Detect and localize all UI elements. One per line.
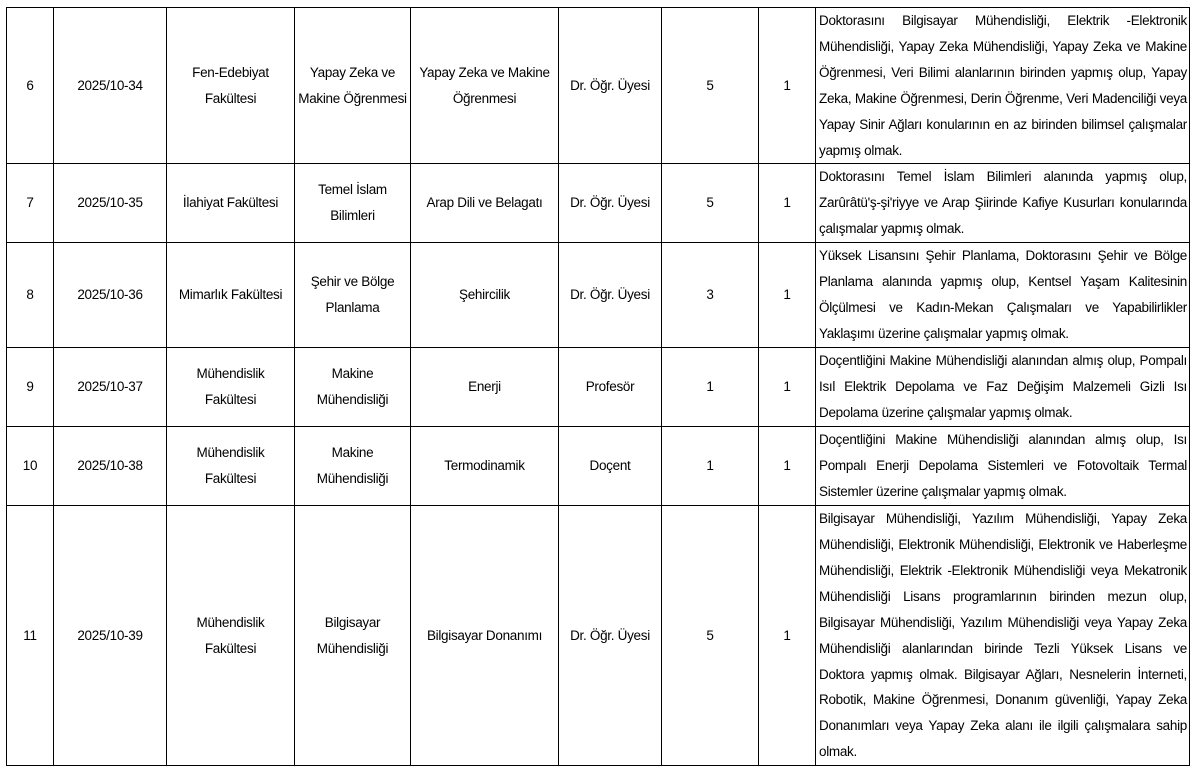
faculty-cell: Mimarlık Fakültesi bbox=[167, 243, 295, 348]
count-cell: 1 bbox=[759, 506, 816, 766]
table-row bbox=[7, 427, 1190, 506]
title-cell: Dr. Öğr. Üyesi bbox=[559, 243, 662, 348]
department-cell: Makine Mühendisliği bbox=[295, 427, 411, 506]
title-cell: Dr. Öğr. Üyesi bbox=[559, 164, 662, 243]
title-cell: Dr. Öğr. Üyesi bbox=[559, 8, 662, 164]
requirements-cell: Doçentliğini Makine Mühendisliği alanından almış olup, Isı Pompalı Enerji Depolama Sistemleri ve Fotovoltaik Termal Sistemler üzerine çalışmalar yapmış olmak. bbox=[816, 427, 1190, 506]
count-cell: 1 bbox=[759, 348, 816, 427]
faculty-cell: İlahiyat Fakültesi bbox=[167, 164, 295, 243]
ilan-number: 2025/10-36 bbox=[54, 243, 167, 348]
faculty-cell: Mühendislik Fakültesi bbox=[167, 506, 295, 766]
title-cell: Profesör bbox=[559, 348, 662, 427]
department-cell: Temel İslam Bilimleri bbox=[295, 164, 411, 243]
field-cell: Enerji bbox=[411, 348, 559, 427]
ilan-number: 2025/10-34 bbox=[54, 8, 167, 164]
field-cell: Bilgisayar Donanımı bbox=[411, 506, 559, 766]
faculty-cell: Mühendislik Fakültesi bbox=[167, 348, 295, 427]
count-cell: 1 bbox=[759, 8, 816, 164]
count-cell: 1 bbox=[759, 164, 816, 243]
row-number: 10 bbox=[7, 427, 54, 506]
degree-cell: 1 bbox=[662, 348, 759, 427]
requirements-cell: Doktorasını Temel İslam Bilimleri alanında yapmış olup, Zarûrâtü'ş-şi'riyye ve Arap Şiirinde Kafiye Kusurları konularında çalışmalar yapmış olmak. bbox=[816, 164, 1190, 243]
row-number: 8 bbox=[7, 243, 54, 348]
faculty-cell: Fen-Edebiyat Fakültesi bbox=[167, 8, 295, 164]
degree-cell: 5 bbox=[662, 506, 759, 766]
field-cell: Arap Dili ve Belagatı bbox=[411, 164, 559, 243]
department-cell: Bilgisayar Mühendisliği bbox=[295, 506, 411, 766]
degree-cell: 5 bbox=[662, 8, 759, 164]
table-row bbox=[7, 506, 1190, 766]
ilan-number: 2025/10-39 bbox=[54, 506, 167, 766]
table-row bbox=[7, 243, 1190, 348]
requirements-cell: Bilgisayar Mühendisliği, Yazılım Mühendisliği, Yapay Zeka Mühendisliği, Elektronik Mühendisliği, Elektronik ve Haberleşme Mühendisliği, Elektrik -Elektronik Mühendisliği veya Mekatronik Mühendisliği Lisans programlarının birinden mezun olup, Bilgisayar Mühendisliği, Yazılım Mühendisliği veya Yapay Zeka Mühendisliği alanlarından birinde Tezli Yüksek Lisans ve Doktora yapmış olmak. Bilgisayar Ağları, Nesnelerin İnterneti, Robotik, Makine Öğrenmesi, Donanım güvenliği, Yapay Zeka Donanımları veya Yapay Zeka alanı ile ilgili çalışmalara sahip olmak. bbox=[816, 506, 1190, 766]
field-cell: Şehircilik bbox=[411, 243, 559, 348]
field-cell: Yapay Zeka ve Makine Öğrenmesi bbox=[411, 8, 559, 164]
department-cell: Şehir ve Bölge Planlama bbox=[295, 243, 411, 348]
row-number: 11 bbox=[7, 506, 54, 766]
degree-cell: 5 bbox=[662, 164, 759, 243]
ilan-number: 2025/10-37 bbox=[54, 348, 167, 427]
table-row bbox=[7, 164, 1190, 243]
title-cell: Doçent bbox=[559, 427, 662, 506]
row-number: 9 bbox=[7, 348, 54, 427]
requirements-cell: Yüksek Lisansını Şehir Planlama, Doktorasını Şehir ve Bölge Planlama alanında yapmış olup, Kentsel Yaşam Kalitesinin Ölçülmesi ve Kadın-Mekan Çalışmaları ve Yapabilirlikler Yaklaşımı üzerine çalışmalar yapmış olmak. bbox=[816, 243, 1190, 348]
title-cell: Dr. Öğr. Üyesi bbox=[559, 506, 662, 766]
row-number: 6 bbox=[7, 8, 54, 164]
requirements-cell: Doçentliğini Makine Mühendisliği alanından almış olup, Pompalı Isıl Elektrik Depolama ve Faz Değişim Malzemeli Gizli Isı Depolama üzerine çalışmalar yapmış olmak. bbox=[816, 348, 1190, 427]
degree-cell: 1 bbox=[662, 427, 759, 506]
row-number: 7 bbox=[7, 164, 54, 243]
ilan-number: 2025/10-35 bbox=[54, 164, 167, 243]
table-row bbox=[7, 8, 1190, 164]
field-cell: Termodinamik bbox=[411, 427, 559, 506]
count-cell: 1 bbox=[759, 427, 816, 506]
count-cell: 1 bbox=[759, 243, 816, 348]
ilan-number: 2025/10-38 bbox=[54, 427, 167, 506]
job-listing-table bbox=[6, 7, 1190, 766]
faculty-cell: Mühendislik Fakültesi bbox=[167, 427, 295, 506]
requirements-cell: Doktorasını Bilgisayar Mühendisliği, Elektrik -Elektronik Mühendisliği, Yapay Zeka Mühendisliği, Yapay Zeka ve Makine Öğrenmesi, Veri Bilimi alanlarının birinden yapmış olup, Yapay Zeka, Makine Öğrenmesi, Derin Öğrenme, Veri Madenciliği veya Yapay Sinir Ağları konularının en az birinden bilimsel çalışmalar yapmış olmak. bbox=[816, 8, 1190, 164]
department-cell: Makine Mühendisliği bbox=[295, 348, 411, 427]
table-row bbox=[7, 348, 1190, 427]
department-cell: Yapay Zeka ve Makine Öğrenmesi bbox=[295, 8, 411, 164]
degree-cell: 3 bbox=[662, 243, 759, 348]
